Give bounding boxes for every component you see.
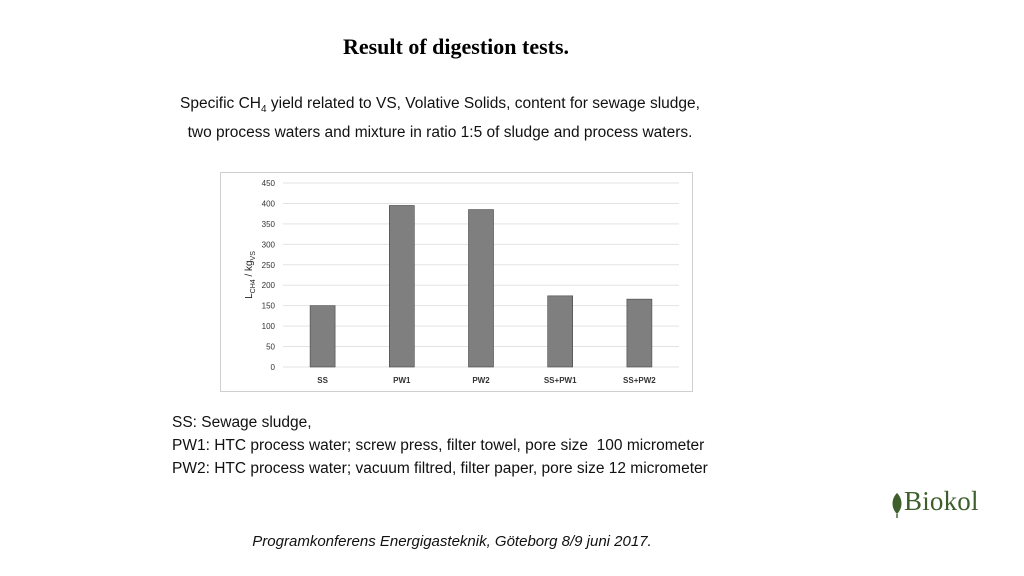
y-tick-label: 350 (261, 219, 275, 229)
x-tick-labels (317, 376, 656, 385)
y-tick-label: 200 (261, 281, 275, 291)
abbreviation-notes (172, 411, 708, 480)
bar-ss-pw2 (627, 299, 652, 367)
chart-description (130, 92, 750, 144)
y-tick-label: 0 (270, 363, 275, 372)
bar-pw1 (389, 205, 414, 367)
bar-pw2 (469, 210, 494, 367)
note-ss: SS: Sewage sludge, (172, 414, 312, 431)
logo-text: Biokol (904, 486, 979, 516)
footer-conference: Programkonferens Energigasteknik, Göteborg 8/9 juni 2017. (252, 533, 652, 550)
note-pw1: PW1: HTC process water; screw press, filter towel, pore size 100 micrometer (172, 437, 705, 454)
x-tick-label: PW1 (393, 376, 411, 385)
y-tick-label: 100 (261, 322, 275, 332)
y-tick-label: 250 (261, 260, 275, 270)
note-pw2: PW2: HTC process water; vacuum filtred, filter paper, pore size 12 micrometer (172, 460, 708, 477)
bar-ss (310, 306, 335, 367)
x-tick-label: PW2 (472, 376, 490, 385)
bars (310, 205, 652, 367)
x-tick-label: SS+PW1 (543, 376, 577, 385)
y-axis-label (244, 251, 257, 299)
leaf-icon (890, 492, 904, 518)
bar-ss-pw1 (548, 296, 573, 367)
y-tick-label: 300 (261, 240, 275, 250)
y-tick-label: 450 (261, 179, 275, 188)
x-tick-label: SS (317, 376, 328, 385)
y-tick-label: 150 (261, 301, 275, 311)
bar-chart (220, 172, 693, 392)
y-tick-labels (262, 179, 276, 372)
x-tick-label: SS+PW2 (623, 376, 656, 385)
y-axis-label-text: $L_{CH4} / kg_{VS}$ (244, 251, 257, 299)
description-line-2: two process waters and mixture in ratio 1:5 of sludge and process waters. (187, 124, 693, 142)
page-title: Result of digestion tests. (342, 34, 570, 59)
y-tick-label: 50 (266, 342, 275, 352)
y-tick-label: 400 (261, 199, 275, 209)
description-line-1: Specific $CH_4$ yield related to VS, Volative Solids, content for sewage sludge, (180, 95, 700, 116)
chart-svg (221, 173, 692, 391)
biokol-logo (890, 486, 1000, 520)
